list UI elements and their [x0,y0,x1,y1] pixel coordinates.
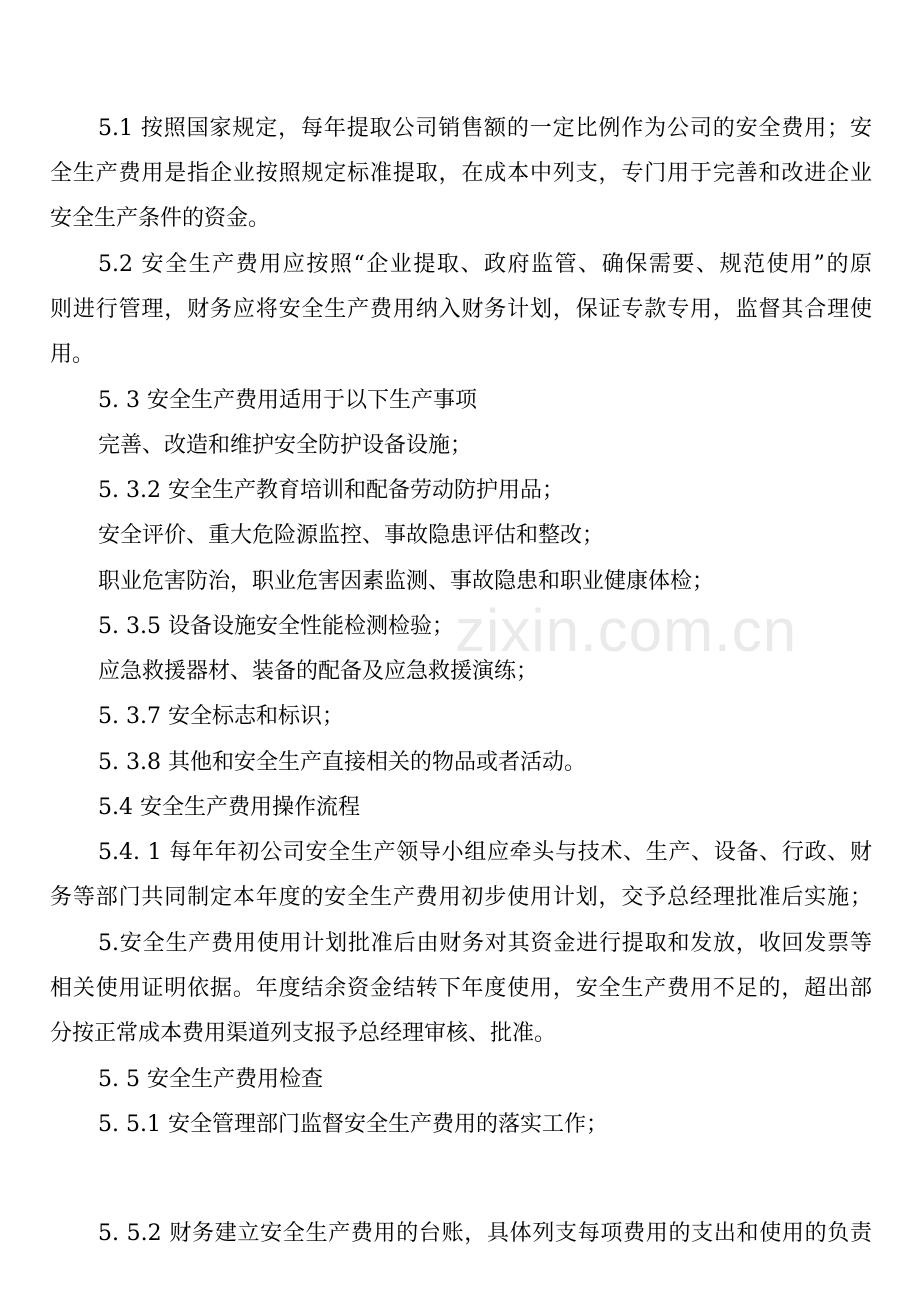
paragraph-line: 5.1 按照国家规定，每年提取公司销售额的一定比例作为公司的安全费用；安 [98,116,872,141]
paragraph-line: 5.4. 1 每年年初公司安全生产领导小组应牵头与技术、生产、设备、行政、财 [98,840,872,865]
section-heading: 5.4 安全生产费用操作流程 [98,795,360,820]
paragraph-line: 全生产费用是指企业按照规定标准提取，在成本中列支，专门用于完善和改进企业 [50,161,872,186]
list-item: 5. 5.1 安全管理部门监督安全生产费用的落实工作； [98,1112,608,1137]
paragraph-line: 5.2 安全生产费用应按照“企业提取、政府监管、确保需要、规范使用”的原 [98,252,872,277]
list-item: 安全评价、重大危险源监控、事故隐患评估和整改； [98,523,605,548]
list-item: 5. 3.8 其他和安全生产直接相关的物品或者活动。 [98,750,586,775]
paragraph-line: 5. 5.2 财务建立安全生产费用的台账，具体列支每项费用的支出和使用的负责 [98,1221,872,1246]
paragraph-line: 安全生产条件的资金。 [50,206,271,231]
section-heading: 5. 3 安全生产费用适用于以下生产事项 [98,388,477,413]
watermark: zixin.com.cn [455,597,798,664]
paragraph-line: 用。 [50,342,95,367]
section-heading: 5. 5 安全生产费用检查 [98,1067,323,1092]
paragraph-line: 分按正常成本费用渠道列支报予总经理审核、批准。 [50,1021,557,1046]
paragraph-line: 相关使用证明依据。年度结余资金结转下年度使用，安全生产费用不足的，超出部 [50,976,872,1001]
list-item: 职业危害防治，职业危害因素监测、事故隐患和职业健康体检； [98,569,715,594]
paragraph-line: 5.安全生产费用使用计划批准后由财务对其资金进行提取和发放，收回发票等 [98,931,872,956]
paragraph-line: 则进行管理，财务应将安全生产费用纳入财务计划，保证专款专用，监督其合理使 [50,297,872,322]
list-item: 5. 3.7 安全标志和标识； [98,704,344,729]
list-item: 应急救援器材、装备的配备及应急救援演练； [98,659,539,684]
list-item: 完善、改造和维护安全防护设备设施； [98,433,473,458]
paragraph-line: 务等部门共同制定本年度的安全生产费用初步使用计划，交予总经理批准后实施； [50,885,872,910]
list-item: 5. 3.2 安全生产教育培训和配备劳动防护用品； [98,478,564,503]
list-item: 5. 3.5 设备设施安全性能检测检验； [98,614,454,639]
